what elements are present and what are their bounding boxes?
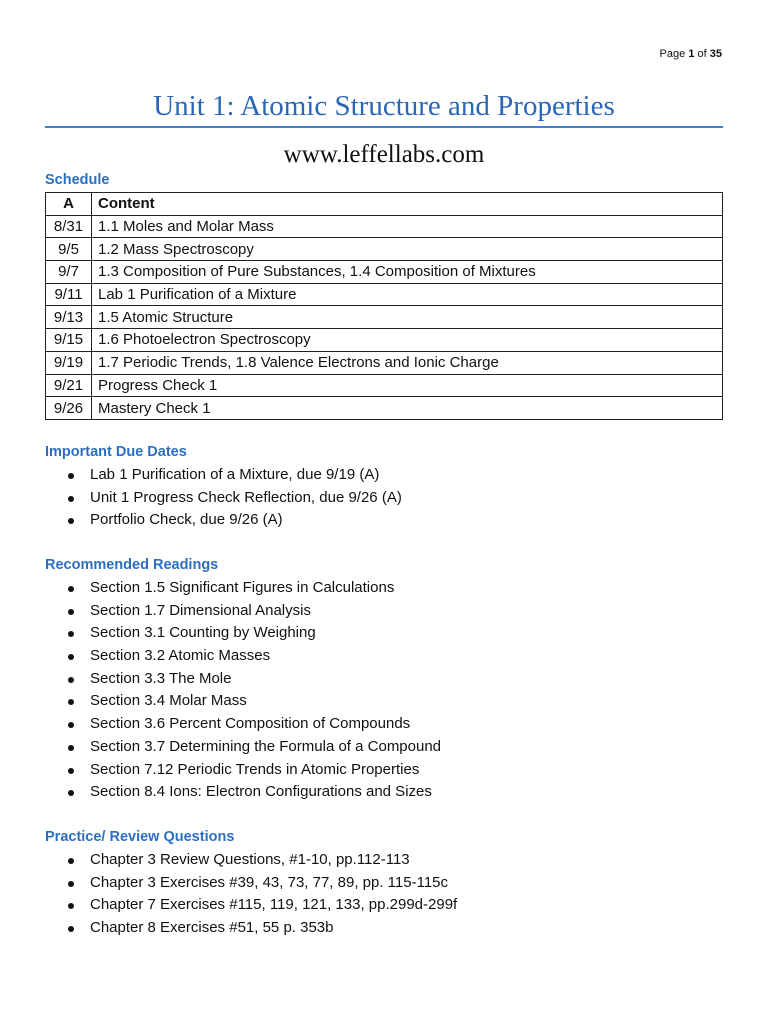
schedule-date: 9/13	[46, 306, 92, 329]
due-dates-list	[45, 464, 402, 532]
list-item: Section 1.7 Dimensional Analysis	[45, 600, 441, 623]
schedule-date: 9/15	[46, 329, 92, 352]
schedule-date: 9/7	[46, 261, 92, 284]
list-item: Section 8.4 Ions: Electron Configurations and Sizes	[45, 781, 441, 804]
list-item: Section 3.4 Molar Mass	[45, 690, 441, 713]
table-row	[46, 215, 723, 238]
page-title: Unit 1: Atomic Structure and Properties	[153, 90, 615, 122]
schedule-date: 9/21	[46, 374, 92, 397]
page-total: 35	[709, 48, 722, 60]
list-item: Chapter 7 Exercises #115, 119, 121, 133, pp.299d-299f	[45, 894, 457, 917]
due-dates-heading: Important Due Dates	[45, 444, 187, 460]
schedule-content: 1.6 Photoelectron Spectroscopy	[92, 329, 723, 352]
schedule-content: Progress Check 1	[92, 374, 723, 397]
list-item: Section 3.2 Atomic Masses	[45, 645, 441, 668]
table-row	[46, 329, 723, 352]
list-item: Lab 1 Purification of a Mixture, due 9/19 (A)	[45, 464, 402, 487]
schedule-date: 9/26	[46, 397, 92, 420]
schedule-content: 1.3 Composition of Pure Substances, 1.4 Composition of Mixtures	[92, 261, 723, 284]
table-row	[46, 397, 723, 420]
list-item: Unit 1 Progress Check Reflection, due 9/26 (A)	[45, 487, 402, 510]
column-header-content: Content	[92, 193, 723, 216]
page-number	[660, 48, 722, 60]
table-row	[46, 261, 723, 284]
website-url: www.leffellabs.com	[283, 141, 485, 168]
schedule-content: Lab 1 Purification of a Mixture	[92, 283, 723, 306]
schedule-date: 9/5	[46, 238, 92, 261]
schedule-heading: Schedule	[45, 172, 110, 188]
table-row	[46, 306, 723, 329]
page-of: of	[697, 48, 707, 60]
column-header-a: A	[46, 193, 92, 216]
title-divider	[45, 126, 723, 128]
practice-heading: Practice/ Review Questions	[45, 829, 235, 845]
list-item: Section 3.7 Determining the Formula of a Compound	[45, 736, 441, 759]
practice-list	[45, 849, 457, 940]
readings-list	[45, 577, 441, 804]
list-item: Section 3.1 Counting by Weighing	[45, 622, 441, 645]
schedule-content: 1.2 Mass Spectroscopy	[92, 238, 723, 261]
list-item: Section 1.5 Significant Figures in Calculations	[45, 577, 441, 600]
schedule-table	[45, 192, 723, 420]
table-row	[46, 283, 723, 306]
schedule-content: Mastery Check 1	[92, 397, 723, 420]
list-item: Chapter 3 Exercises #39, 43, 73, 77, 89, pp. 115-115c	[45, 872, 457, 895]
schedule-date: 8/31	[46, 215, 92, 238]
schedule-content: 1.5 Atomic Structure	[92, 306, 723, 329]
list-item: Portfolio Check, due 9/26 (A)	[45, 509, 402, 532]
schedule-date: 9/19	[46, 351, 92, 374]
list-item: Section 7.12 Periodic Trends in Atomic Properties	[45, 759, 441, 782]
table-row	[46, 351, 723, 374]
list-item: Section 3.6 Percent Composition of Compounds	[45, 713, 441, 736]
page-current: 1	[688, 48, 695, 60]
readings-heading: Recommended Readings	[45, 557, 219, 573]
table-header-row	[46, 193, 723, 216]
table-row	[46, 374, 723, 397]
list-item: Chapter 8 Exercises #51, 55 p. 353b	[45, 917, 457, 940]
schedule-date: 9/11	[46, 283, 92, 306]
list-item: Section 3.3 The Mole	[45, 668, 441, 691]
list-item: Chapter 3 Review Questions, #1-10, pp.112-113	[45, 849, 457, 872]
schedule-content: 1.7 Periodic Trends, 1.8 Valence Electrons and Ionic Charge	[92, 351, 723, 374]
schedule-content: 1.1 Moles and Molar Mass	[92, 215, 723, 238]
table-row	[46, 238, 723, 261]
page-prefix: Page	[659, 48, 686, 60]
